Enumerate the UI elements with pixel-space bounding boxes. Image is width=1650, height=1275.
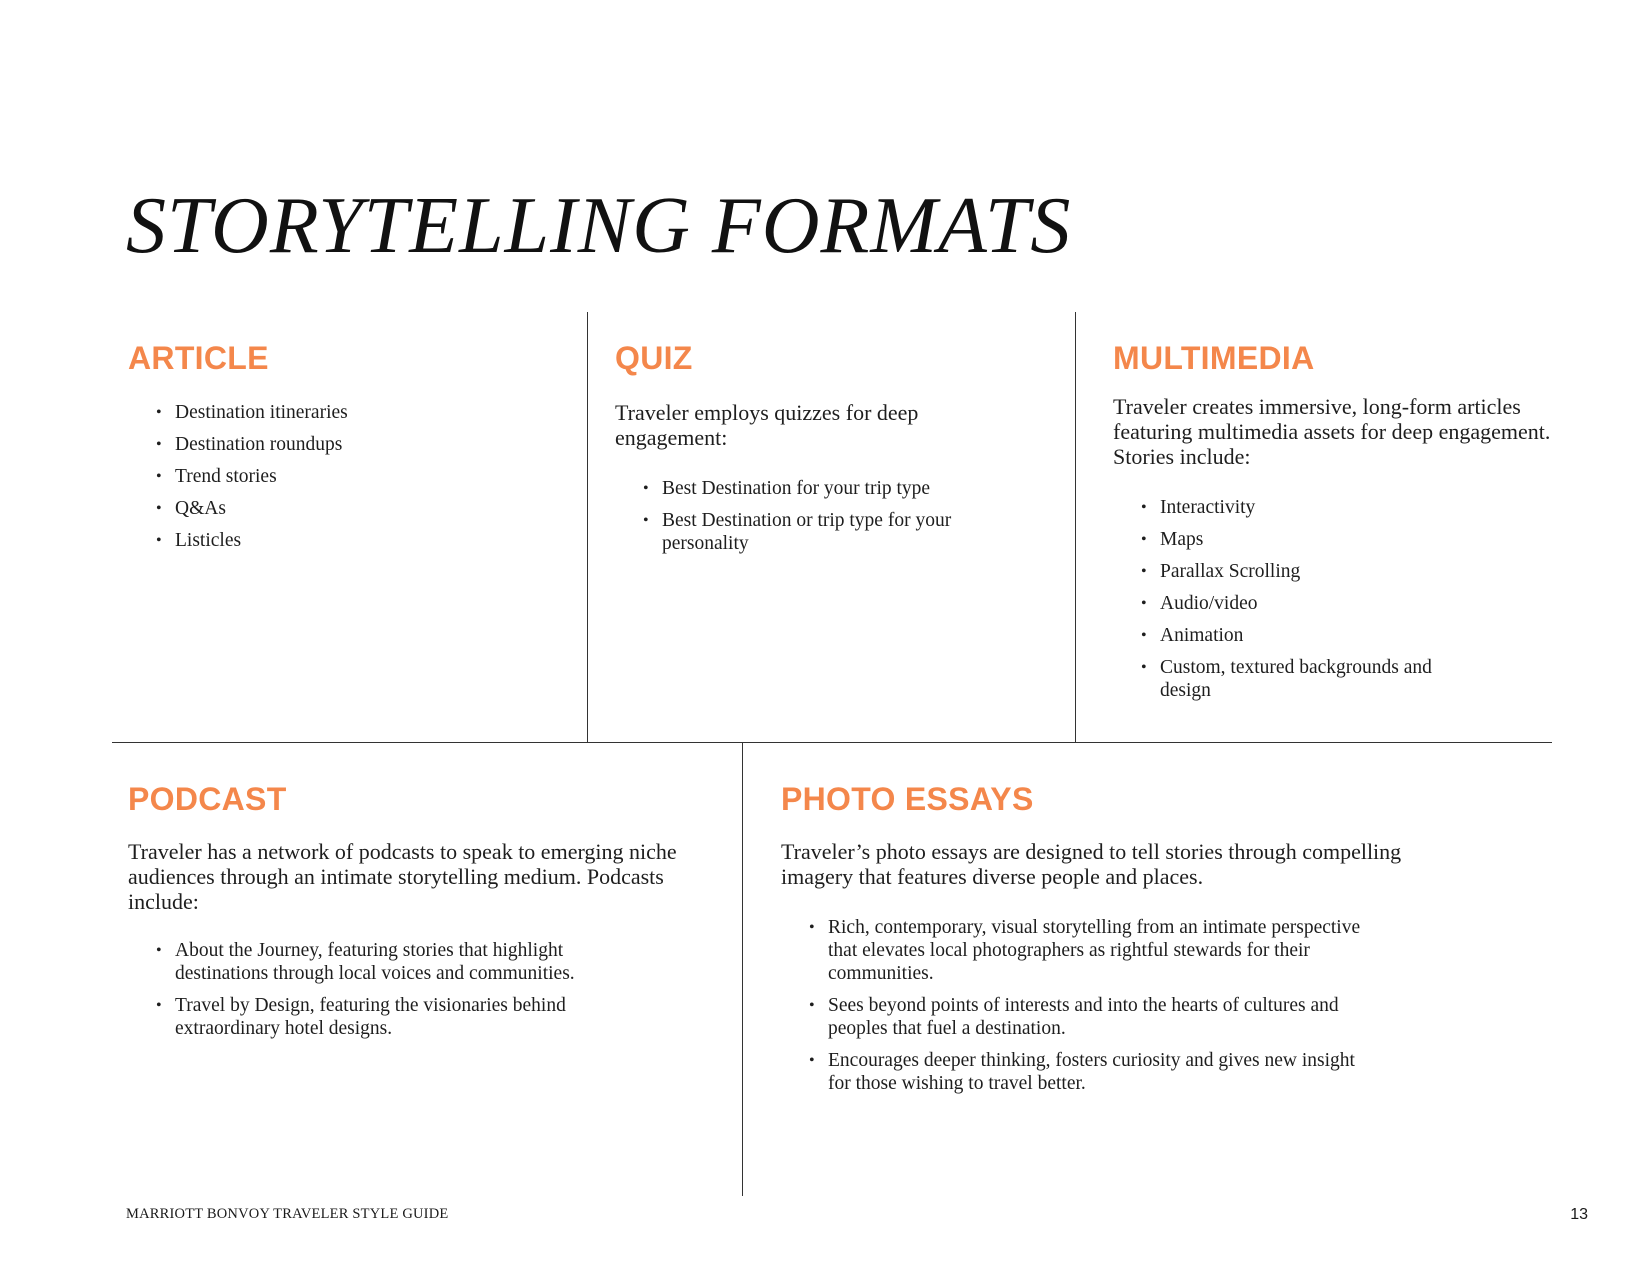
list-item: • Trend stories bbox=[128, 465, 568, 488]
section-intro-podcast: Traveler has a network of podcasts to speak to emerging niche audiences through an intimate storytelling medium. Podcasts include: bbox=[128, 839, 677, 914]
list-item: • Maps bbox=[1113, 528, 1453, 551]
divider-vertical-quiz-multimedia bbox=[1075, 312, 1076, 742]
footer-guide-title: MARRIOTT BONVOY TRAVELER STYLE GUIDE bbox=[126, 1206, 449, 1222]
page-number: 13 bbox=[1570, 1206, 1588, 1223]
list-item: • Q&As bbox=[128, 497, 568, 520]
list-item: • About the Journey, featuring stories that highlight destinations through local voices and communities. bbox=[128, 939, 628, 985]
list-item: • Travel by Design, featuring the visionaries behind extraordinary hotel designs. bbox=[128, 994, 628, 1040]
list-item: • Destination roundups bbox=[128, 433, 568, 456]
page-title: STORYTELLING FORMATS bbox=[126, 182, 1072, 270]
list-item: • Best Destination or trip type for your personality bbox=[615, 509, 975, 555]
list-item: • Listicles bbox=[128, 529, 568, 552]
list-item: • Destination itineraries bbox=[128, 401, 568, 424]
section-heading-podcast: PODCAST bbox=[128, 781, 287, 817]
section-heading-multimedia: MULTIMEDIA bbox=[1113, 340, 1315, 376]
multimedia-list bbox=[1113, 496, 1453, 702]
section-intro-photo-essays: Traveler’s photo essays are designed to tell stories through compelling imagery that features diverse people and places. bbox=[781, 839, 1402, 889]
section-heading-article: ARTICLE bbox=[128, 340, 269, 376]
section-photo-essays bbox=[781, 783, 1481, 1095]
section-heading-quiz: QUIZ bbox=[615, 340, 693, 376]
section-intro-quiz: Traveler employs quizzes for deep engagement: bbox=[615, 400, 919, 450]
list-item: • Encourages deeper thinking, fosters curiosity and gives new insight for those wishing to travel better. bbox=[781, 1049, 1381, 1095]
list-item: • Rich, contemporary, visual storytelling from an intimate perspective that elevates local photographers as rightful stewards for their communities. bbox=[781, 916, 1381, 985]
section-article bbox=[128, 342, 568, 552]
section-podcast bbox=[128, 783, 718, 1040]
photo-essays-list bbox=[781, 916, 1381, 1095]
list-item: • Animation bbox=[1113, 624, 1453, 647]
list-item: • Best Destination for your trip type bbox=[615, 477, 975, 500]
divider-horizontal bbox=[112, 742, 1552, 743]
list-item: • Sees beyond points of interests and into the hearts of cultures and peoples that fuel a destination. bbox=[781, 994, 1381, 1040]
divider-vertical-article-quiz bbox=[587, 312, 588, 742]
podcast-list bbox=[128, 939, 628, 1040]
section-intro-multimedia: Traveler creates immersive, long-form articles featuring multimedia assets for deep engagement. Stories include: bbox=[1113, 394, 1551, 469]
section-quiz bbox=[615, 342, 1045, 555]
quiz-list bbox=[615, 477, 975, 555]
list-item: • Audio/video bbox=[1113, 592, 1453, 615]
list-item: • Custom, textured backgrounds and design bbox=[1113, 656, 1453, 702]
list-item: • Interactivity bbox=[1113, 496, 1453, 519]
article-list bbox=[128, 401, 568, 552]
section-heading-photo-essays: PHOTO ESSAYS bbox=[781, 781, 1034, 817]
section-multimedia bbox=[1113, 342, 1563, 702]
divider-vertical-podcast-photo bbox=[742, 742, 743, 1196]
list-item: • Parallax Scrolling bbox=[1113, 560, 1453, 583]
